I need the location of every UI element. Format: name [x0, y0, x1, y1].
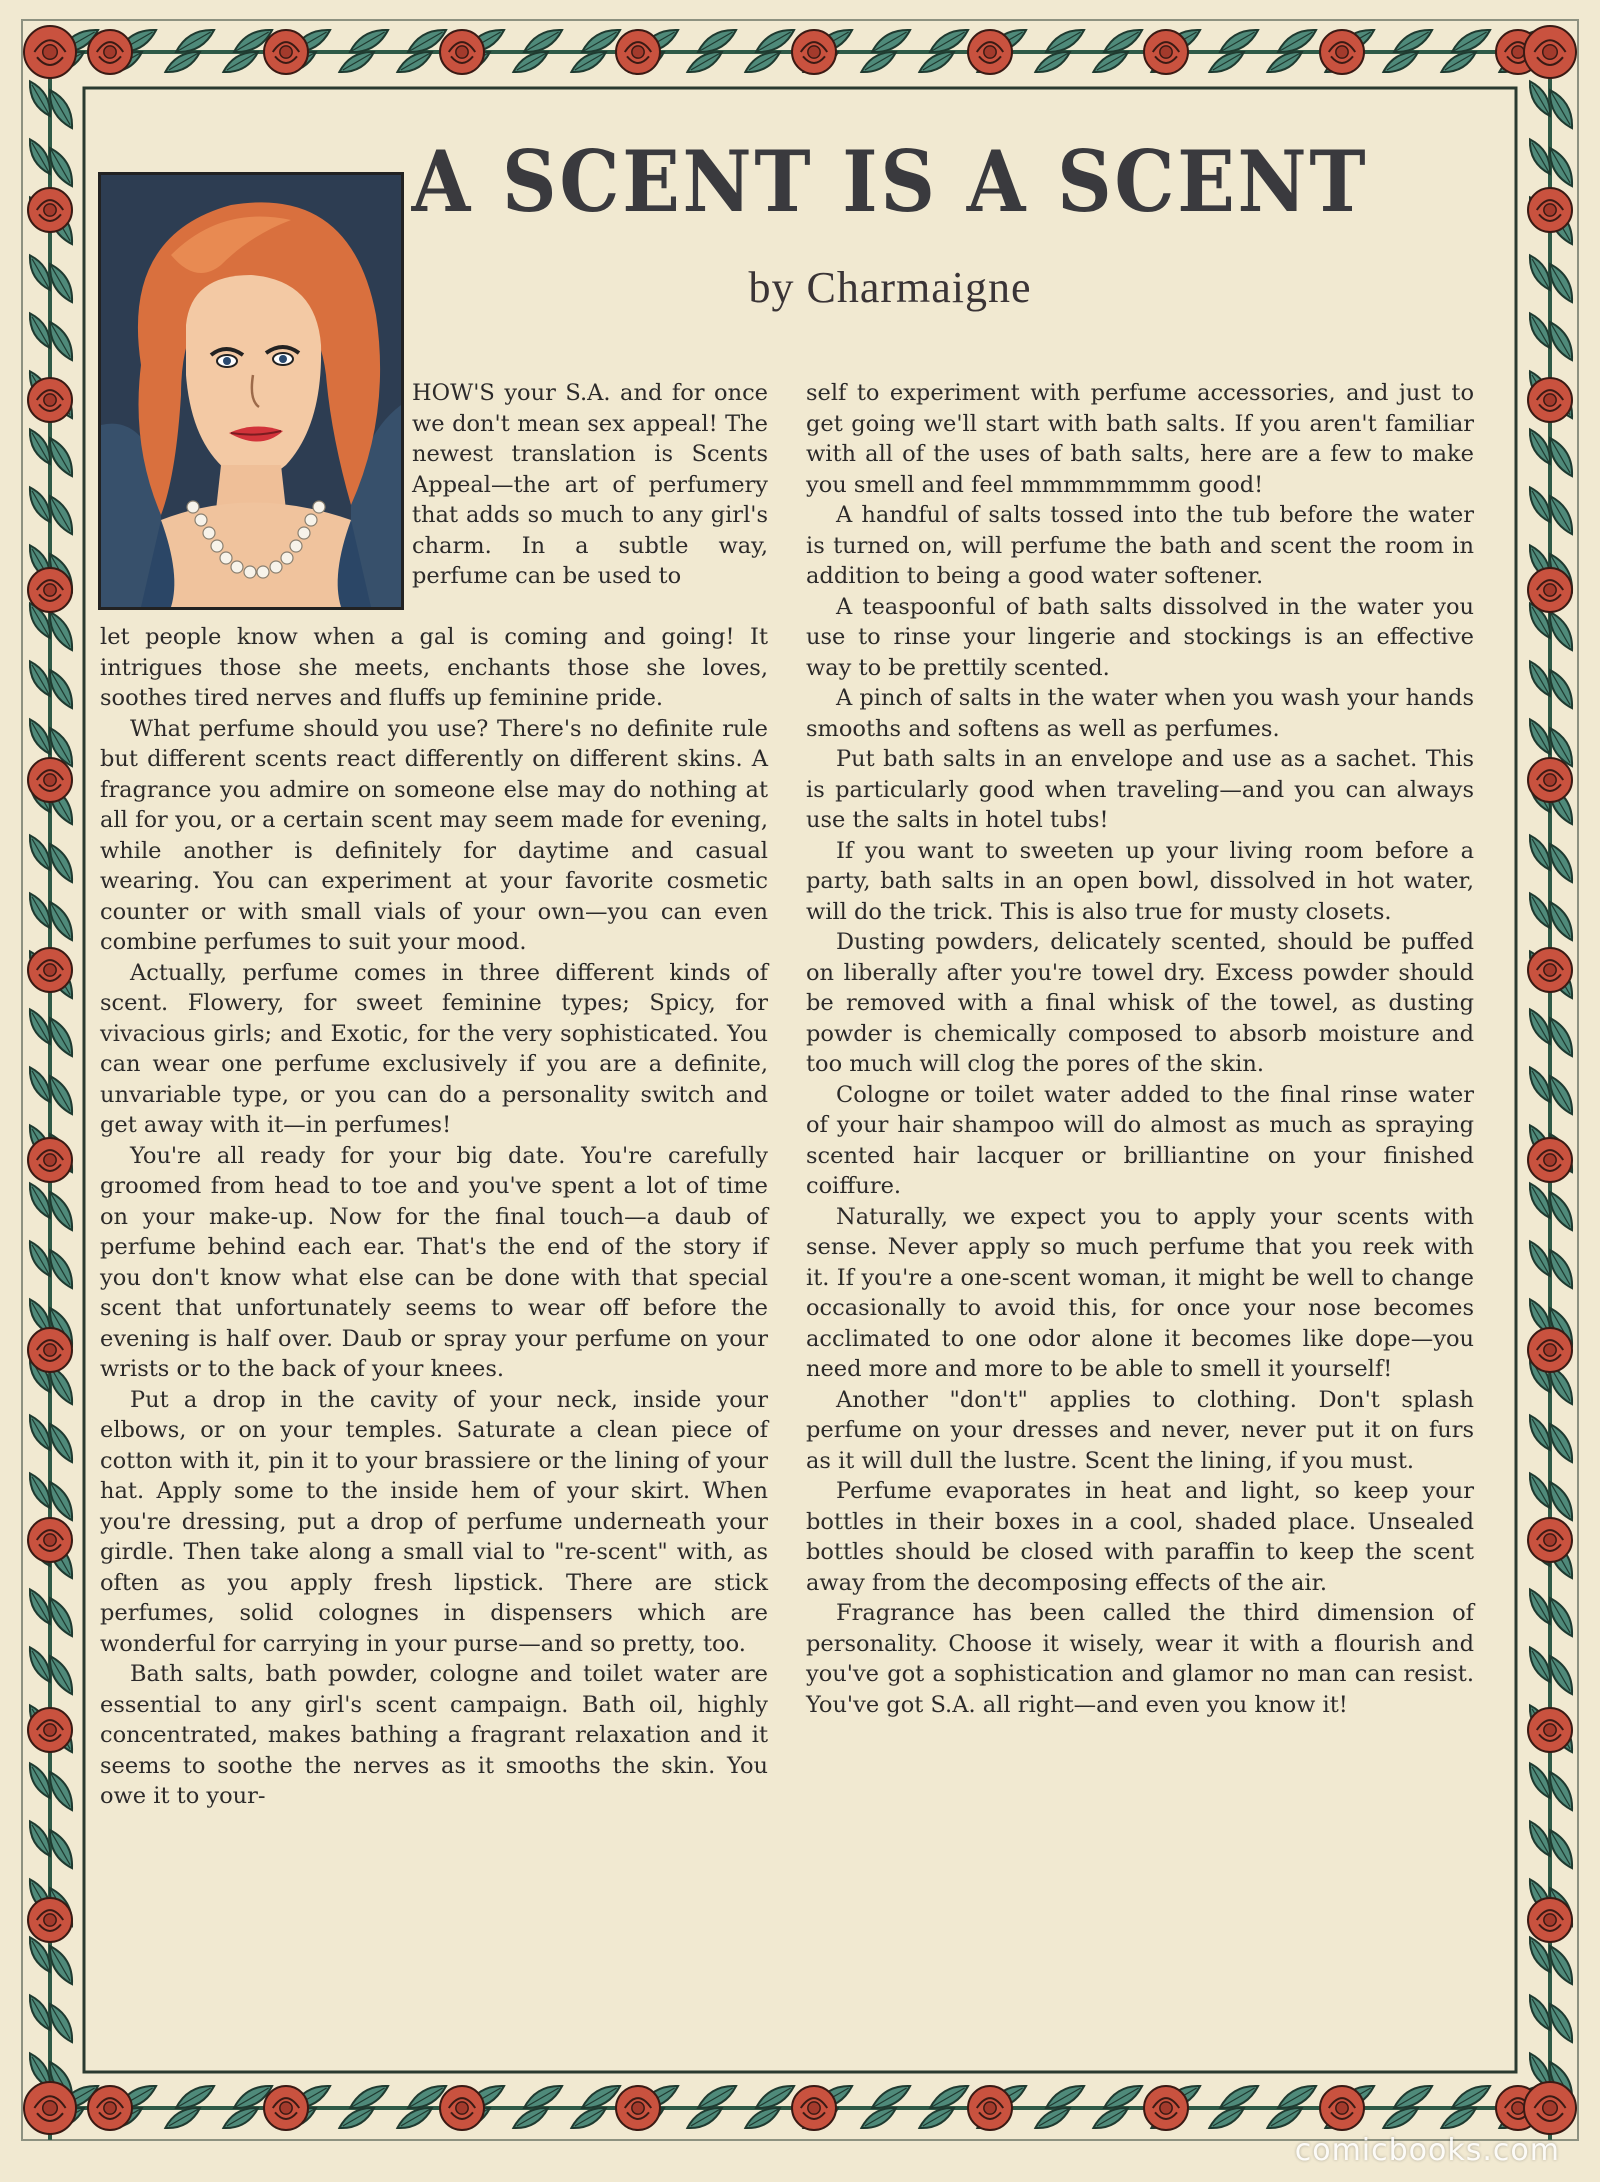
rose-ornament [1528, 1328, 1572, 1372]
rose-ornament [28, 568, 72, 612]
rose-ornament [24, 26, 76, 78]
rose-ornament [28, 948, 72, 992]
body-paragraph: Perfume evaporates in heat and light, so keep your bottles in their boxes in a cool, shaded place. Unsealed bottles should be closed with paraffin to keep the scent away from the decomposing effects of the air. [806, 1478, 1474, 1596]
body-paragraph: Put bath salts in an envelope and use as a sachet. This is particularly good when traveling—and you can always use the salts in hotel tubs! [806, 746, 1474, 833]
rose-ornament [792, 30, 836, 74]
rose-ornament [1528, 1138, 1572, 1182]
body-paragraph: Cologne or toilet water added to the final rinse water of your hair shampoo will do almost as much as spraying scented hair lacquer or brilliantine on your finished coiffure. [806, 1081, 1474, 1199]
rose-ornament [440, 2086, 484, 2130]
body-paragraph: Another "don't" applies to clothing. Don't splash perfume on your dresses and never, never put it on furs as it will dull the lustre. Scent the lining, if you must. [806, 1386, 1474, 1474]
rose-ornament [264, 2086, 308, 2130]
rose-ornament [264, 30, 308, 74]
article-title: A SCENT IS A SCENT [411, 132, 1369, 231]
rose-ornament [28, 1138, 72, 1182]
left-column-paragraphs [100, 714, 768, 1812]
body-paragraph: Fragrance has been called the third dimension of personality. Choose it wisely, wear it with a flourish and you've got a sophistication and glamor no man can resist. You've got S.A. all right—and even you know it! [806, 1600, 1474, 1718]
rose-ornament [1320, 2086, 1364, 2130]
rose-ornament [1144, 2086, 1188, 2130]
body-paragraph: A teaspoonful of bath salts dissolved in the water you use to rinse your lingerie and stockings is an effective way to be prettily scented. [806, 593, 1474, 681]
body-paragraph: Bath salts, bath powder, cologne and toilet water are essential to any girl's scent campaign. Bath oil, highly concentrated, makes bathing a fragrant relaxation and it seems to soothe the nerves as it smooths the skin. You owe it to your- [100, 1661, 768, 1809]
rose-ornament [28, 758, 72, 802]
rose-ornament [24, 2082, 76, 2134]
rose-ornament [1144, 30, 1188, 74]
intro-paragraph-continued: let people know when a gal is coming and going! It intrigues those she meets, enchants those she loves, soothes tired nerves and fluffs up feminine pride. [100, 624, 768, 711]
rose-ornament [28, 1708, 72, 1752]
right-column [806, 378, 1474, 1720]
rose-ornament [616, 30, 660, 74]
rose-ornament [28, 1518, 72, 1562]
rose-ornament [1528, 568, 1572, 612]
rose-ornament [1528, 1708, 1572, 1752]
rose-ornament [28, 378, 72, 422]
rose-ornament [1528, 948, 1572, 992]
rose-ornament [440, 30, 484, 74]
rose-ornament [792, 2086, 836, 2130]
body-paragraph: A handful of salts tossed into the tub before the water is turned on, will perfume the bath and scent the room in addition to being a good water softener. [806, 502, 1474, 589]
woman-portrait-illustration [98, 172, 404, 610]
left-column [100, 622, 768, 1812]
rose-ornament [1320, 30, 1364, 74]
rose-ornament [1528, 758, 1572, 802]
rose-ornament [1524, 2082, 1576, 2134]
rose-ornament [1528, 188, 1572, 232]
body-paragraph: What perfume should you use? There's no definite rule but different scents react differently on different skins. A fragrance you admire on someone else may do nothing at all for you, or a certain scent may seem made for evening, while another is definitely for daytime and casual wearing. You can experiment at your favorite cosmetic counter or with small vials of your own—you can even combine perfumes to suit your mood. [100, 715, 768, 955]
body-paragraph: Actually, perfume comes in three different kinds of scent. Flowery, for sweet feminine types; Spicy, for vivacious girls; and Exotic, for the very sophisticated. You can wear one perfume exclusively if you are a definite, unvariable type, or you can do a personality switch and get away with it—in perfumes! [100, 959, 768, 1138]
rose-ornament [1528, 1898, 1572, 1942]
rose-ornament [1524, 26, 1576, 78]
intro-wrap-text [412, 378, 768, 592]
body-paragraph: If you want to sweeten up your living room before a party, bath salts in an open bowl, dissolved in hot water, will do the trick. This is also true for musty closets. [806, 837, 1474, 925]
body-paragraph: Naturally, we expect you to apply your scents with sense. Never apply so much perfume that you reek with it. If you're a one-scent woman, it might be well to change occasionally to avoid this, for once your nose becomes acclimated to one odor alone it becomes like dope—you need more and more to be able to smell it yourself! [806, 1203, 1474, 1382]
rose-ornament [88, 30, 132, 74]
article-byline: by Charmaigne [748, 263, 1032, 312]
intro-paragraph-start: HOW'S your S.A. and for once we don't mean sex appeal! The newest translation is Scents Appeal—the art of perfumery that adds so much to any girl's charm. In a subtle way, perfume can be used to [412, 380, 768, 589]
rose-ornament [88, 2086, 132, 2130]
right-column-paragraphs [806, 500, 1474, 1720]
rose-ornament [28, 1898, 72, 1942]
rose-ornament [1528, 378, 1572, 422]
rose-ornament [28, 188, 72, 232]
rose-ornament [28, 1328, 72, 1372]
rose-ornament [968, 30, 1012, 74]
body-paragraph: Put a drop in the cavity of your neck, inside your elbows, or on your temples. Saturate a clean piece of cotton with it, pin it to your brassiere or the lining of your hat. Apply some to the inside hem of your skirt. When you're dressing, put a drop of perfume underneath your girdle. Then take along a small vial to "re-scent" with, as often as you apply fresh lipstick. There are stick perfumes, solid colognes in dispensers which are wonderful for carrying in your purse—and so pretty, too. [100, 1386, 768, 1657]
body-paragraph: Dusting powders, delicately scented, should be puffed on liberally after you're towel dry. Excess powder should be removed with a final whisk of the towel, as dusting powder is chemically composed to absorb moisture and too much will clog the pores of the skin. [806, 929, 1474, 1077]
rose-ornament [1528, 1518, 1572, 1562]
rose-ornament [616, 2086, 660, 2130]
rose-ornament [968, 2086, 1012, 2130]
watermark: comicbooks.com [1294, 2133, 1560, 2168]
body-paragraph: You're all ready for your big date. You're carefully groomed from head to toe and you've spent a lot of time on your make-up. Now for the final touch—a daub of perfume behind each ear. That's the end of the story if you don't know what else can be done with that special scent that unfortunately seems to wear off before the evening is half over. Daub or spray your perfume on your wrists or to the back of your knees. [100, 1142, 768, 1382]
body-paragraph: A pinch of salts in the water when you wash your hands smooths and softens as well as perfumes. [806, 685, 1474, 742]
right-column-lead: self to experiment with perfume accessories, and just to get going we'll start with bath salts. If you aren't familiar with all of the uses of bath salts, here are a few to make you smell and feel mmmmmmmm good! [806, 380, 1474, 498]
